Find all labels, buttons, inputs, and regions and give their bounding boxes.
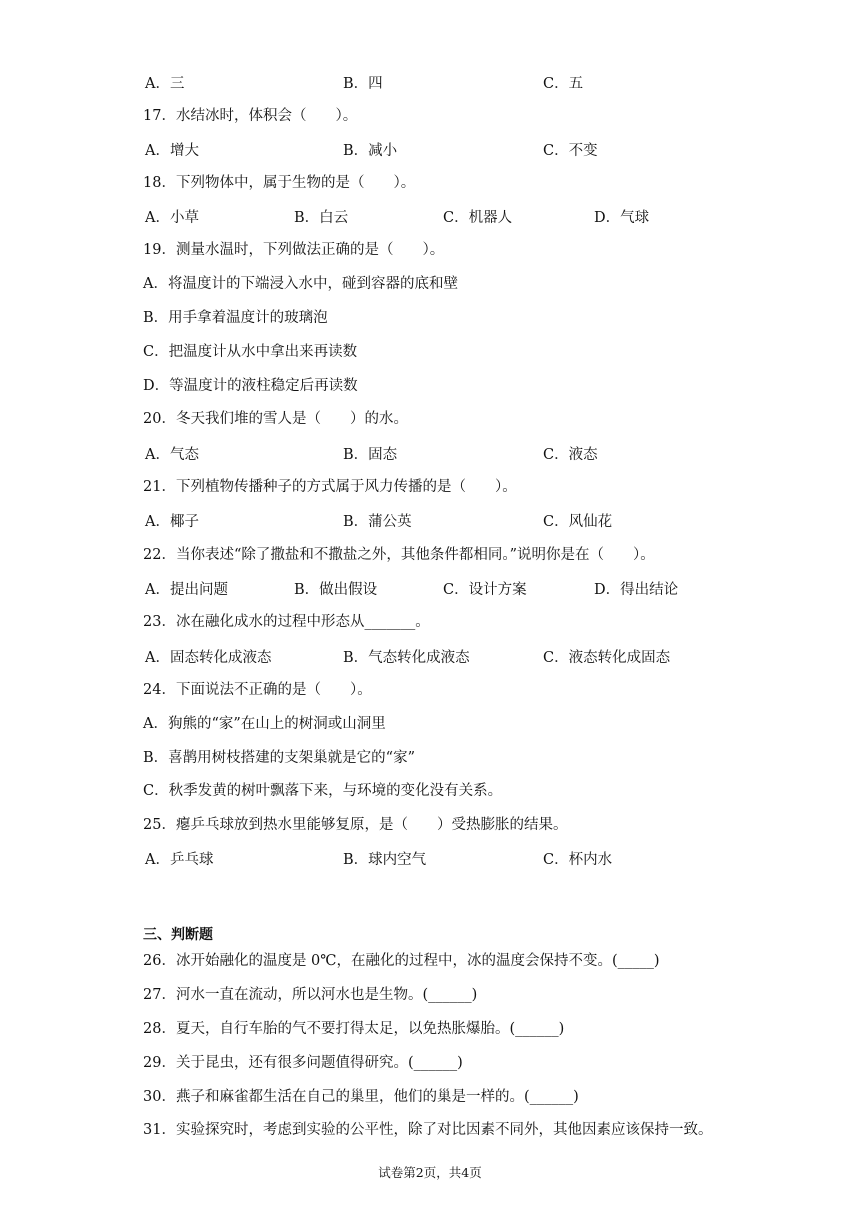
- q19-stem: 19．测量水温时，下列做法正确的是（ ）。: [143, 242, 445, 258]
- q25-option-b: B．球内空气: [343, 852, 427, 868]
- judgment-item: 26．冰开始融化的温度是 0℃，在融化的过程中，冰的温度会保持不变。(_____): [143, 953, 660, 969]
- q22-option-b: B．做出假设: [294, 582, 378, 598]
- q18-option-d: D．气球: [594, 210, 650, 226]
- q19-option-d: D．等温度计的液柱稳定后再读数: [143, 378, 358, 394]
- q21-option-b: B．蒲公英: [343, 514, 412, 530]
- q24-option-a: A．狗熊的“家”在山上的树洞或山洞里: [143, 716, 386, 732]
- q23-option-a: A．固态转化成液态: [145, 650, 272, 666]
- q18-option-c: C．机器人: [443, 210, 513, 226]
- q25-stem: 25．瘪乒乓球放到热水里能够复原，是（ ）受热膨胀的结果。: [143, 817, 568, 833]
- q18-stem: 18．下列物体中，属于生物的是（ ）。: [143, 175, 416, 191]
- q18-option-a: A．小草: [145, 210, 199, 226]
- q24-option-c: C．秋季发黄的树叶飘落下来，与环境的变化没有关系。: [143, 783, 503, 799]
- q20-option-b: B．固态: [343, 447, 398, 463]
- q21-option-c: C．风仙花: [543, 514, 613, 530]
- q20-stem: 20．冬天我们堆的雪人是（ ）的水。: [143, 411, 408, 427]
- judgment-item: 31．实验探究时，考虑到实验的公平性，除了对比因素不同外，其他因素应该保持一致。: [143, 1122, 713, 1138]
- judgment-item: 27．河水一直在流动，所以河水也是生物。(______): [143, 987, 478, 1003]
- q22-stem: 22．当你表述“除了撒盐和不撒盐之外，其他条件都相同。”说明你是在（ ）。: [143, 547, 655, 563]
- q23-stem: 23．冰在融化成水的过程中形态从_______。: [143, 614, 430, 630]
- page-footer: 试卷第2页，共4页: [378, 1165, 482, 1180]
- q17-stem: 17．水结冰时，体积会（ ）。: [143, 108, 358, 124]
- q20-option-c: C．液态: [543, 447, 598, 463]
- q20-option-a: A．气态: [145, 447, 199, 463]
- q17-option-b: B．减小: [343, 143, 398, 159]
- judgment-item: 30．燕子和麻雀都生活在自己的巢里，他们的巢是一样的。(______): [143, 1089, 579, 1105]
- q23-option-b: B．气态转化成液态: [343, 650, 470, 666]
- section-title-judgment: 三、判断题: [143, 927, 213, 943]
- q19-option-a: A．将温度计的下端浸入水中，碰到容器的底和壁: [143, 276, 458, 292]
- q25-option-c: C．杯内水: [543, 852, 613, 868]
- q21-option-a: A．椰子: [145, 514, 199, 530]
- q17-option-a: A．增大: [145, 143, 199, 159]
- q16-option-c: C．五: [543, 76, 584, 92]
- q19-option-c: C．把温度计从水中拿出来再读数: [143, 344, 358, 360]
- q25-option-a: A．乒乓球: [145, 852, 214, 868]
- q24-option-b: B．喜鹊用树枝搭建的支架巢就是它的“家”: [143, 750, 415, 766]
- q22-option-a: A．提出问题: [145, 582, 228, 598]
- judgment-item: 29．关于昆虫，还有很多问题值得研究。(______): [143, 1055, 463, 1071]
- q19-option-b: B．用手拿着温度计的玻璃泡: [143, 310, 328, 326]
- judgment-item: 28．夏天，自行车胎的气不要打得太足，以免热胀爆胎。(______): [143, 1021, 565, 1037]
- q16-option-a: A．三: [145, 76, 185, 92]
- q22-option-d: D．得出结论: [594, 582, 679, 598]
- q18-option-b: B．白云: [294, 210, 349, 226]
- q23-option-c: C．液态转化成固态: [543, 650, 671, 666]
- q21-stem: 21．下列植物传播种子的方式属于风力传播的是（ ）。: [143, 479, 517, 495]
- q17-option-c: C．不变: [543, 143, 598, 159]
- q24-stem: 24．下面说法不正确的是（ ）。: [143, 682, 372, 698]
- q22-option-c: C．设计方案: [443, 582, 527, 598]
- q16-option-b: B．四: [343, 76, 383, 92]
